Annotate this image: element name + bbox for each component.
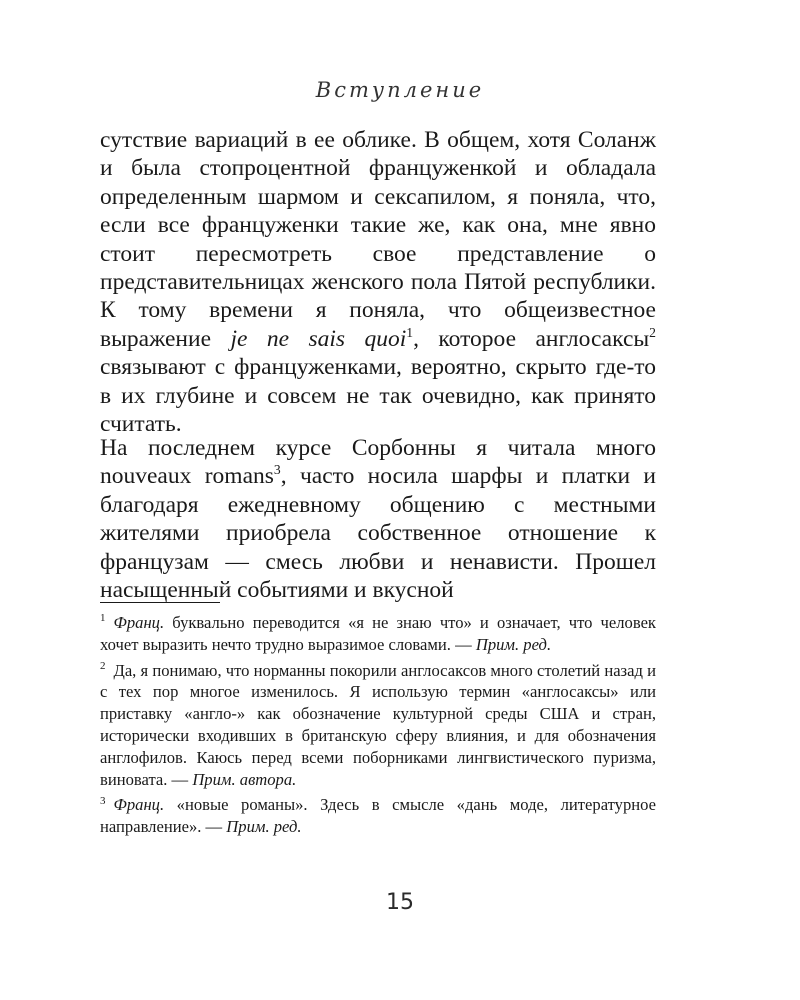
footnote-ref-2[interactable]: 2 [649,325,656,341]
paragraph-1-text-b: , которое англосаксы [413,325,650,352]
footnote-divider [100,602,220,603]
paragraph-1 [100,126,656,438]
paragraph-1-text-a: сутствие вариаций в ее облике. В общем, хотя Соланж и была стопроцентной француженкой и обладала определенным шармом и сексапилом, я поняла, что, если все француженки такие же, как она, мне явно стоит пересмотреть свое представление о представительницах женского пола Пятой республики. К тому времени я поняла, что общеизвестное выражение [100,127,656,352]
paragraph-1-text-c: связывают с француженками, вероятно, скрыто где-то в их глубине и совсем не так очевидно, как принято считать. [100,354,656,438]
footnote-number: 3 [100,794,106,807]
footnote-ref-1[interactable]: 1 [406,325,414,341]
footnote-2 [100,660,656,791]
paragraph-2-text-a: На последнем курсе Сорбонны я читала много nouveaux romans [100,435,656,490]
footnote-number: 1 [100,612,106,625]
footnote-source: Прим. автора. [192,769,297,789]
footnotes [100,612,656,842]
footnote-text: буквально переводится «я не знаю что» и означает, что человек хочет выразить нечто трудно выразимое словами. — [100,613,656,654]
phrase-je-ne-sais-quoi: je ne sais quoi [230,325,407,352]
footnote-number: 2 [100,660,106,673]
footnote-text: «новые романы». Здесь в смысле «дань моде, литературное направление». — [100,795,656,837]
paragraph-2-text-b: , часто носила шарфы и платки и благодаря ежедневному общению с местными жителями приобрела собственное отношение к французам — смесь любви и ненависти. Прошел насыщенный событиями и вкусной [100,463,656,604]
footnote-text: Да, я понимаю, что норманны покорили англосаксов много столетий назад и с тех пор многое изменилось. Я использую термин «англосаксы» или приставку «англо-» как обозначение культурной среды США и стран, исторически входивших в британскую сферу влияния, и для обозначения англофилов. Каюсь перед всеми поборниками лингвистического пуризма, виновата. — [100,660,656,789]
footnote-label: Франц. [113,795,165,815]
footnote-label: Франц. [113,613,165,632]
paragraph-2 [100,434,656,604]
running-header: Вступление [315,78,485,102]
footnote-ref-3[interactable]: 3 [273,462,281,478]
footnote-source: Прим. ред. [226,817,302,837]
footnote-1 [100,612,656,656]
footnote-3 [100,794,656,838]
page-number: 15 [386,890,414,915]
footnote-source: Прим. ред. [475,634,552,654]
